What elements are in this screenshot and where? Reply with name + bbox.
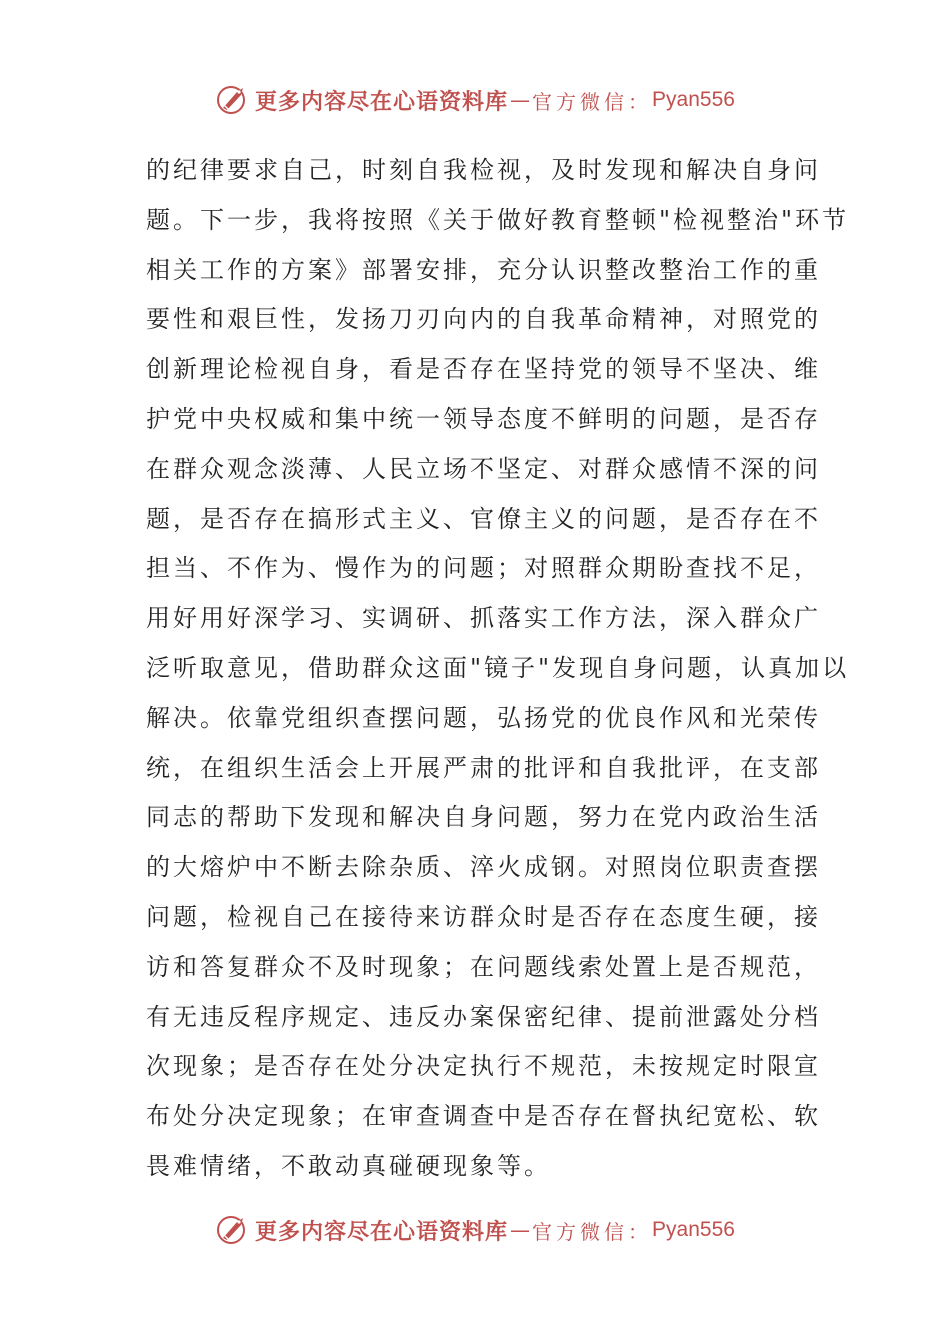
pen-nib-logo-icon xyxy=(215,1212,251,1248)
body-line: 访和答复群众不及时现象；在问题线索处置上是否规范， xyxy=(146,952,821,981)
body-line: 在群众观念淡薄、人民立场不坚定、对群众感情不深的问 xyxy=(146,454,821,483)
header-wechat-handle: Pyan556 xyxy=(652,88,735,111)
header-wechat-label: 官方微信： xyxy=(532,89,653,114)
body-line: 的大熔炉中不断去除杂质、淬火成钢。对照岗位职责查摆 xyxy=(146,853,821,882)
body-line: 要性和艰巨性，发扬刀刃向内的自我革命精神，对照党的 xyxy=(146,305,821,334)
footer-brand-text: 更多内容尽在心语资料库 xyxy=(255,1218,509,1245)
body-line: 解决。依靠党组织查摆问题，弘扬党的优良作风和光荣传 xyxy=(146,703,821,732)
body-line: 次现象；是否存在处分决定执行不规范，未按规定时限宣 xyxy=(146,1052,821,1081)
body-line: 问题，检视自己在接待来访群众时是否存在态度生硬，接 xyxy=(146,902,821,931)
body-line: 相关工作的方案》部署安排，充分认识整改整治工作的重 xyxy=(146,255,821,284)
header-dash: — xyxy=(510,88,531,112)
document-body xyxy=(146,146,850,1192)
body-line: 题，是否存在搞形式主义、官僚主义的问题，是否存在不 xyxy=(146,504,821,533)
body-line: 护党中央权威和集中统一领导态度不鲜明的问题，是否存 xyxy=(146,404,821,433)
footer-wechat-handle: Pyan556 xyxy=(652,1218,735,1241)
footer-dash: — xyxy=(510,1218,531,1242)
body-line: 泛听取意见，借助群众这面"镜子"发现自身问题，认真加以 xyxy=(146,653,850,682)
footer-watermark xyxy=(0,1210,950,1250)
body-line: 同志的帮助下发现和解决自身问题，努力在党内政治生活 xyxy=(146,803,821,832)
body-line: 有无违反程序规定、违反办案保密纪律、提前泄露处分档 xyxy=(146,1002,821,1031)
body-line: 创新理论检视自身，看是否存在坚持党的领导不坚决、维 xyxy=(146,355,821,384)
body-line: 担当、不作为、慢作为的问题；对照群众期盼查找不足， xyxy=(146,554,821,583)
body-line: 布处分决定现象；在审查调查中是否存在督执纪宽松、软 xyxy=(146,1102,821,1131)
body-line: 畏难情绪，不敢动真碰硬现象等。 xyxy=(146,1151,551,1180)
pen-nib-logo-icon xyxy=(215,82,251,118)
header-watermark xyxy=(0,80,950,120)
footer-wechat-label: 官方微信： xyxy=(532,1219,653,1244)
header-brand-text: 更多内容尽在心语资料库 xyxy=(255,88,509,115)
body-line: 用好用好深学习、实调研、抓落实工作方法，深入群众广 xyxy=(146,604,821,633)
body-line: 题。下一步，我将按照《关于做好教育整顿"检视整治"环节 xyxy=(146,205,850,234)
body-line: 的纪律要求自己，时刻自我检视，及时发现和解决自身问 xyxy=(146,156,821,184)
body-line: 统，在组织生活会上开展严肃的批评和自我批评，在支部 xyxy=(146,753,821,782)
